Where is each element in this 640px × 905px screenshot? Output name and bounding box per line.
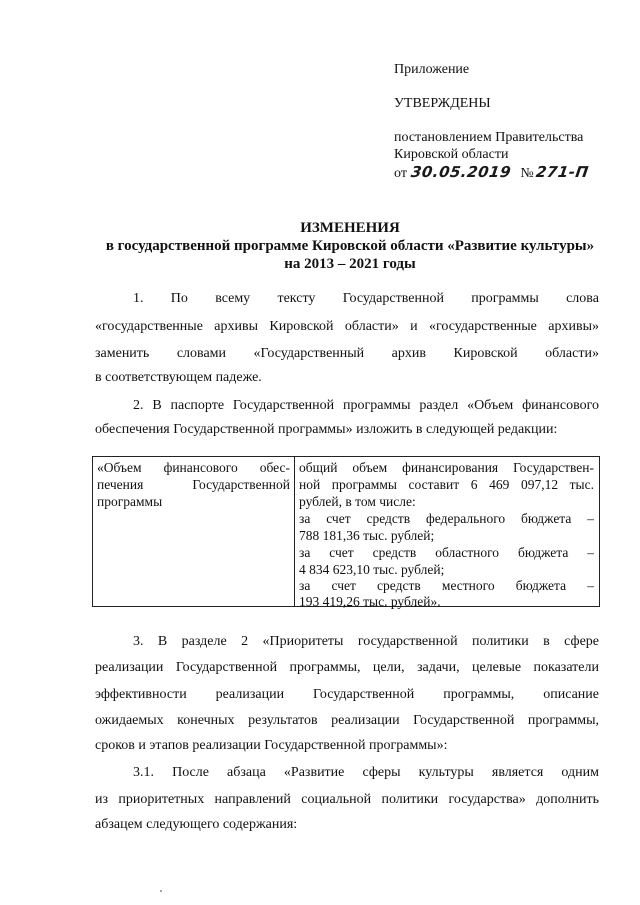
decree-date-number	[394, 164, 588, 182]
number-label: №	[520, 166, 534, 181]
table-right-line8: за счет средств местного бюджета –	[299, 578, 594, 593]
approved-label: УТВЕРЖДЕНЫ	[394, 96, 491, 111]
table-right-line5: 788 181,36 тыс. рублей;	[299, 528, 435, 543]
para1-line2: «государственные архивы Кировской области» и «государственные архивы»	[95, 319, 599, 334]
handwritten-number: 271-П	[534, 163, 590, 181]
table-right-line7: 4 834 623,10 тыс. рублей;	[299, 562, 445, 577]
table-left-line1: «Объем финансового обес-	[97, 460, 290, 475]
scan-speck	[160, 890, 162, 892]
para3-line1: 3. В разделе 2 «Приоритеты государственной политики в сфере	[133, 634, 599, 649]
para2-line2: обеспечения Государственной программы» изложить в следующей редакции:	[95, 422, 558, 437]
table-right-line4: за счет средств федерального бюджета –	[299, 511, 594, 526]
para31-line3: абзацем следующего содержания:	[95, 817, 298, 832]
document-subtitle-1: в государственной программе Кировской области «Развитие культуры»	[105, 238, 595, 254]
table-right-line3: рублей, в том числе:	[299, 494, 416, 509]
document-subtitle-2: на 2013 – 2021 годы	[284, 256, 416, 272]
para1-line1: 1. По всему тексту Государственной программы слова	[133, 291, 599, 306]
para1-line3: заменить словами «Государственный архив Кировской области»	[95, 346, 599, 361]
from-label: от	[394, 166, 407, 181]
handwritten-date: 30.05.2019	[409, 163, 513, 181]
para3-line4: ожидаемых конечных результатов реализации Государственной программы,	[95, 713, 599, 728]
table-left-line2: печения Государственной	[97, 477, 290, 492]
decree-line-2: Кировской области	[394, 147, 509, 162]
table-right-line2: ной программы составит 6 469 097,12 тыс.	[299, 477, 594, 492]
para2-line1: 2. В паспорте Государственной программы раздел «Объем финансового	[133, 398, 599, 413]
table-right-line1: общий объем финансирования Государствен-	[299, 460, 594, 475]
para1-line4: в соответствующем падеже.	[95, 370, 262, 385]
para3-line2: реализации Государственной программы, цели, задачи, целевые показатели	[95, 660, 599, 675]
table-column-divider	[294, 456, 295, 607]
para3-line5: сроков и этапов реализации Государственной программы»:	[95, 738, 448, 753]
para31-line2: из приоритетных направлений социальной политики государства» дополнить	[95, 792, 599, 807]
para31-line1: 3.1. После абзаца «Развитие сферы культуры является одним	[133, 765, 599, 780]
table-right-line9: 193 419,26 тыс. рублей».	[299, 594, 441, 609]
para3-line3: эффективности реализации Государственной программы, описание	[95, 687, 599, 702]
document-title: ИЗМЕНЕНИЯ	[300, 220, 400, 236]
appendix-label: Приложение	[394, 62, 470, 77]
table-right-line6: за счет средств областного бюджета –	[299, 545, 594, 560]
decree-line-1: постановлением Правительства	[394, 130, 584, 145]
table-left-line3: программы	[97, 494, 163, 509]
